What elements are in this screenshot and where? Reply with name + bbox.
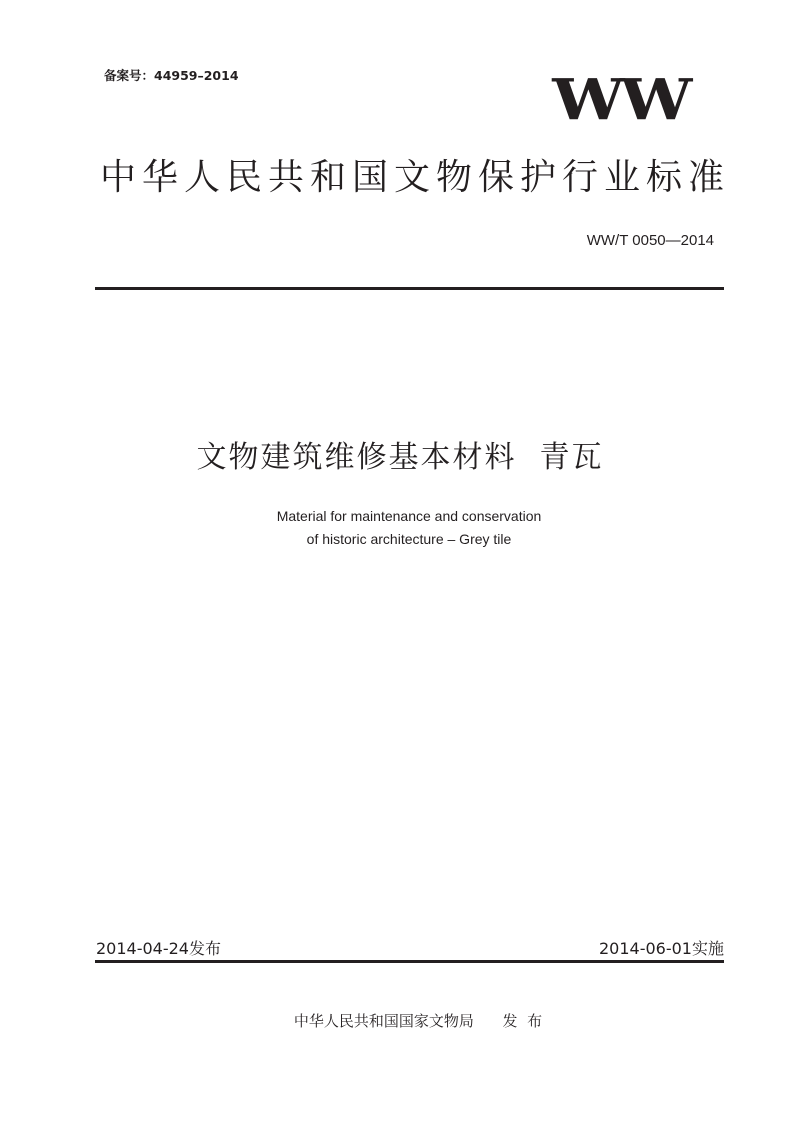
english-title-line-1: Material for maintenance and conservation bbox=[276, 508, 542, 524]
document-title-chinese: 文物建筑维修基本材料 青瓦 bbox=[196, 440, 604, 475]
top-divider bbox=[95, 287, 724, 290]
ww-logo: WW bbox=[552, 67, 688, 133]
implementation-date: 2014-06-01实施 bbox=[599, 939, 724, 958]
standard-code: WW/T 0050—2014 bbox=[586, 232, 714, 249]
english-title-line-2: of historic architecture – Grey tile bbox=[306, 531, 512, 547]
filing-number: 备案号：44959–2014 bbox=[104, 68, 239, 83]
issue-date: 2014-04-24发布 bbox=[96, 939, 221, 958]
standard-category-title: 中华人民共和国文物保护行业标准 bbox=[100, 157, 731, 198]
document-title-english bbox=[0, 505, 800, 551]
bottom-divider bbox=[95, 960, 724, 963]
publisher: 中华人民共和国国家文物局 发 布 bbox=[293, 1012, 543, 1030]
